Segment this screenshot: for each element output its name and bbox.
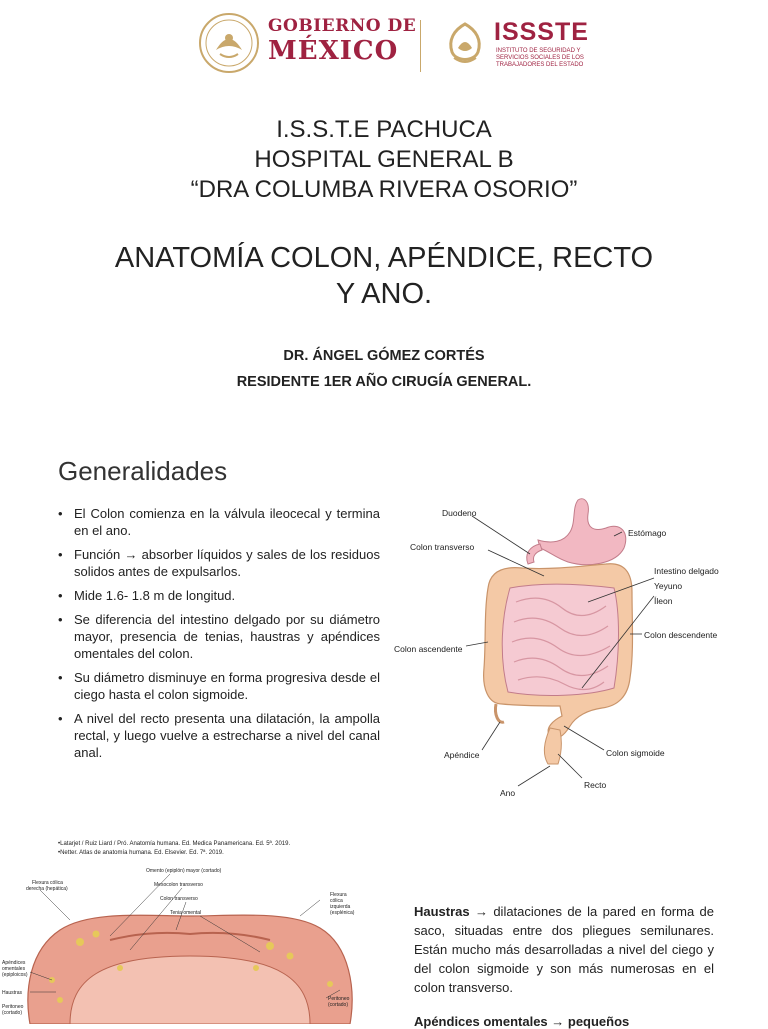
gobierno-de-mexico-logo <box>268 18 416 64</box>
gob-line2: MÉXICO <box>268 36 399 66</box>
list-item: • Función → absorber líquidos y sales de los residuos solidos antes de expulsarlos. <box>58 546 380 580</box>
topic-line1: ANATOMÍA COLON, APÉNDICE, RECTO <box>114 242 654 274</box>
institution-block <box>0 115 768 205</box>
issste-subtitle: INSTITUTO DE SEGURIDAD Y SERVICIOS SOCIALES DE LOS TRABAJADORES DEL ESTADO <box>496 48 584 68</box>
label-colon-ascendente: Colon ascendente <box>394 644 463 654</box>
label-ileon: Íleon <box>654 596 673 606</box>
list-item: • A nivel del recto presenta una dilatación, la ampolla rectal, y luego vuelve a estrecharse a nivel del canal anal. <box>58 710 380 761</box>
illus-label-peritoneo-1: Peritoneo <box>2 1004 24 1010</box>
haustras-text: dilataciones de la pared en forma de saco, situadas entre dos pliegues semilunares. Están mucho más desarrolladas a nivel del ciego y del colon sigmoide y son más numerosas en el colon transverso. <box>414 904 714 995</box>
issste-logo-icon <box>440 18 490 68</box>
haustras-arrow: → <box>474 904 488 919</box>
illus-label-flexura-izq-1: Flexura <box>330 892 347 898</box>
illus-label-flexura-izq-3: izquierda <box>330 904 351 910</box>
list-item: • El Colon comienza en la válvula ileocecal y termina en el ano. <box>58 505 380 539</box>
list-item: • Su diámetro disminuye en forma progresiva desde el ciego hasta el colon sigmoide. <box>58 669 380 703</box>
institution-line3: “DRA COLUMBA RIVERA OSORIO” <box>190 176 578 203</box>
colon-illustration <box>0 860 380 1024</box>
gob-line1: GOBIERNO DE <box>268 16 417 36</box>
illus-label-apendices-1: Apéndices <box>2 960 26 966</box>
illus-label-tenia: Tenia omental <box>170 910 202 916</box>
illus-label-flexura-derecha-2: derecha (hepática) <box>26 886 68 892</box>
illus-label-haustras: Haustras <box>2 990 23 996</box>
illus-label-omento: Omento (epiplón) mayor (cortado) <box>146 868 222 874</box>
illus-label-apendices-3: (epiploicos) <box>2 972 28 978</box>
topic-title <box>0 240 768 312</box>
topic-line2: Y ANO. <box>335 278 433 310</box>
illus-label-mesocolon: Mesocolon transverso <box>154 882 203 888</box>
logo-divider <box>420 20 421 72</box>
reference-2: •Netter. Atlas de anatomía humana. Ed. Elsevier. Ed. 7ª. 2019. <box>58 850 224 856</box>
illus-label-peritoneo-2: (cortado) <box>2 1010 23 1016</box>
issste-name: ISSSTE <box>494 18 589 46</box>
illus-label-flexura-izq-4: (esplénica) <box>330 910 355 916</box>
label-yeyuno: Yeyuno <box>654 581 683 591</box>
mexico-seal-icon <box>198 12 260 74</box>
header-logos <box>0 0 768 95</box>
list-item: • Se diferencia del intestino delgado por su diámetro mayor, presencia de tenias, haustras y apéndices omentales del colon. <box>58 611 380 662</box>
illus-label-colon-transverso: Colon transverso <box>160 896 198 902</box>
illus-label-apendices-2: omentales <box>2 966 26 972</box>
author-block <box>0 343 768 395</box>
list-item: • Mide 1.6- 1.8 m de longitud. <box>58 587 380 604</box>
institution-line1: I.S.S.T.E PACHUCA <box>276 116 492 143</box>
label-intestino-delgado: Intestino delgado <box>654 566 719 576</box>
label-colon-sigmoide: Colon sigmoide <box>606 748 665 758</box>
illus-label-peritoneo-r1: Peritoneo <box>328 996 350 1002</box>
author-role: RESIDENTE 1ER AÑO CIRUGÍA GENERAL. <box>236 374 532 390</box>
label-estomago: Estómago <box>628 528 667 538</box>
label-duodeno: Duodeno <box>442 508 477 518</box>
label-ano: Ano <box>500 788 516 798</box>
reference-1: •Latarjet / Ruiz Liard / Pró. Anatomía humana. Ed. Medica Panamericana. Ed. 5ª. 2019. <box>58 841 291 847</box>
stomach-shape <box>538 499 626 565</box>
label-recto: Recto <box>584 780 607 790</box>
label-apendice: Apéndice <box>444 750 480 760</box>
duodenum-shape <box>527 544 542 564</box>
references <box>58 840 290 858</box>
haustras-paragraph <box>414 902 714 997</box>
label-colon-descendente: Colon descendente <box>644 630 718 640</box>
label-colon-transverso: Colon transverso <box>410 542 475 552</box>
haustras-term: Haustras <box>414 904 470 919</box>
illus-label-flexura-derecha-1: Flexura cólica <box>32 880 63 886</box>
institution-line2: HOSPITAL GENERAL B <box>254 146 514 173</box>
appendix-shape <box>495 704 504 722</box>
illus-label-peritoneo-r2: (cortado) <box>328 1002 349 1008</box>
bullet-list <box>58 505 380 768</box>
rectum-shape <box>544 728 561 764</box>
next-line-partial: Apéndices omentales → pequeños <box>414 1014 630 1029</box>
illus-label-flexura-izq-2: cólica <box>330 898 343 904</box>
section-title: Generalidades <box>58 456 228 486</box>
author-name: DR. ÁNGEL GÓMEZ CORTÉS <box>283 348 485 364</box>
digestive-diagram <box>392 492 738 802</box>
